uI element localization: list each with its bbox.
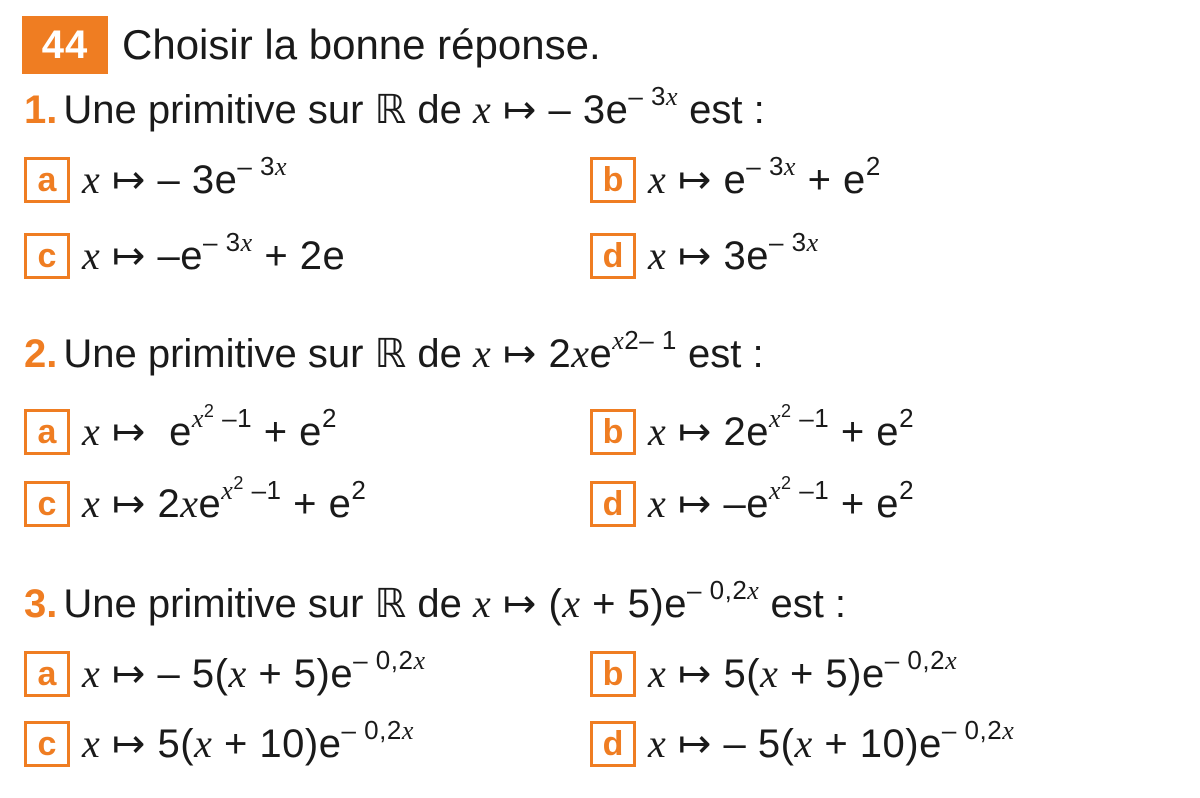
question-3 xyxy=(24,575,847,627)
choice-letter: d xyxy=(590,481,636,527)
choice-1d[interactable] xyxy=(590,227,819,279)
choice-expression: x ↦ $2xe^{x^2 -1} + e^2$ xyxy=(82,473,367,526)
exercise-instruction: Choisir la bonne réponse. xyxy=(122,21,601,68)
choice-3a[interactable] xyxy=(24,645,426,697)
choice-letter: b xyxy=(590,409,636,455)
choice-expression: x ↦ – $3e^{- 3x}$ xyxy=(82,151,288,202)
choice-letter: c xyxy=(24,233,70,279)
question-function: x ↦ – $3e^{- 3x}$ xyxy=(472,81,679,132)
choice-expression: x ↦ – $5(x + 10)e^{- 0,2x}$ xyxy=(648,715,1015,766)
choice-expression: x ↦ $e^{- 3x} + e^2$ xyxy=(648,151,881,202)
choice-letter: b xyxy=(590,157,636,203)
choice-letter: d xyxy=(590,721,636,767)
choice-expression: x ↦ $5(x + 10)e^{- 0,2x}$ xyxy=(82,715,414,766)
choice-1c[interactable] xyxy=(24,227,346,279)
choice-letter: d xyxy=(590,233,636,279)
question-function: x ↦ $2xe^{x2- 1}$ xyxy=(472,325,677,376)
choice-expression: x ↦ $5(x + 5)e^{- 0,2x}$ xyxy=(648,645,958,696)
choice-expression: x ↦ – $5(x + 5)e^{- 0,2x}$ xyxy=(82,645,426,696)
question-2 xyxy=(24,325,764,377)
choice-letter: b xyxy=(590,651,636,697)
choice-expression: x ↦ $2e^{x^2 -1} + e^2$ xyxy=(648,401,915,454)
choice-letter: a xyxy=(24,409,70,455)
choice-expression: x ↦ $e^{x^2 -1} + e^2$ xyxy=(82,401,337,454)
choice-letter: c xyxy=(24,481,70,527)
choice-expression: x ↦ $3e^{- 3x}$ xyxy=(648,227,819,278)
question-number: 3. xyxy=(24,582,58,626)
question-number: 1. xyxy=(24,88,58,132)
question-suffix: est : xyxy=(676,332,764,376)
question-function: x ↦ $(x + 5)e^{- 0,2x}$ xyxy=(472,575,760,626)
choice-3b[interactable] xyxy=(590,645,958,697)
choice-1b[interactable] xyxy=(590,151,881,203)
choice-2b[interactable] xyxy=(590,401,915,455)
question-prefix: Une primitive sur ℝ de xyxy=(63,582,473,626)
exercise-header xyxy=(22,14,601,76)
question-prefix: Une primitive sur ℝ de xyxy=(63,88,473,132)
question-number: 2. xyxy=(24,332,58,376)
question-1 xyxy=(24,81,765,133)
question-prefix: Une primitive sur ℝ de xyxy=(63,332,473,376)
choice-2d[interactable] xyxy=(590,473,915,527)
choice-3c[interactable] xyxy=(24,715,414,767)
choice-letter: a xyxy=(24,651,70,697)
choice-expression: x ↦ $-e^{- 3x} + 2e$ xyxy=(82,227,346,278)
choice-letter: c xyxy=(24,721,70,767)
choice-2a[interactable] xyxy=(24,401,337,455)
question-suffix: est : xyxy=(678,88,765,132)
choice-expression: x ↦ $-e^{x^2 -1} + e^2$ xyxy=(648,473,915,526)
choice-1a[interactable] xyxy=(24,151,288,203)
exercise-number-badge: 44 xyxy=(22,16,108,74)
choice-3d[interactable] xyxy=(590,715,1015,767)
choice-letter: a xyxy=(24,157,70,203)
question-suffix: est : xyxy=(759,582,847,626)
choice-2c[interactable] xyxy=(24,473,367,527)
